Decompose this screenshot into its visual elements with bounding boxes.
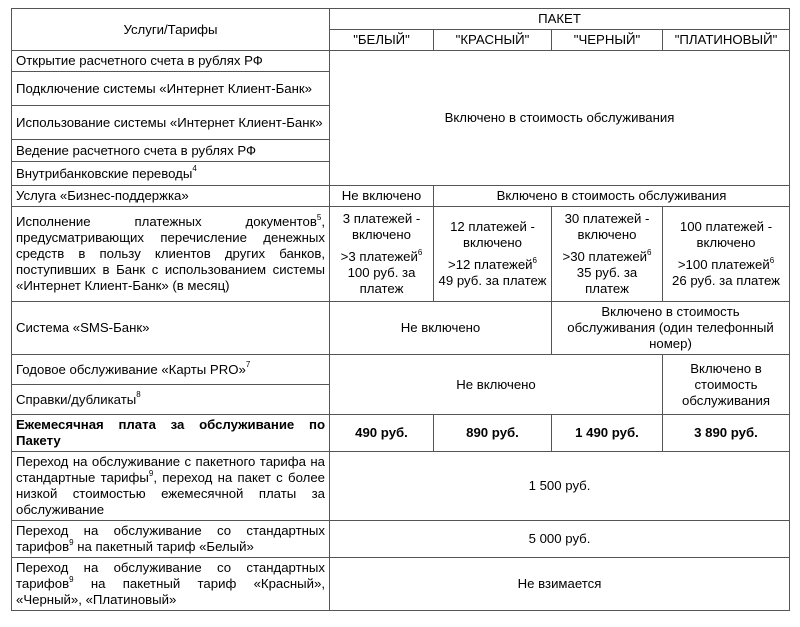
switch-to-white-value: 5 000 руб. xyxy=(330,521,790,558)
footnote-ref: 6 xyxy=(647,247,652,257)
footnote-ref: 8 xyxy=(136,390,141,400)
footnote-ref: 9 xyxy=(148,468,154,478)
footnote-ref: 7 xyxy=(245,360,251,370)
biz-support-white: Не включено xyxy=(330,186,434,207)
switch-to-other: Переход на обслуживание со стандартных тарифов$^9$ на пакетный тариф «Красный», «Черный», «Платиновый» xyxy=(12,558,330,611)
service-payments: Исполнение платежных документов$^5$, предусматривающих перечисление денежных средств в пользу клиентов других банков, поступивших в Банк с использованием системы «Интернет Клиент-Банк» (в месяц) xyxy=(12,207,330,302)
sms-included: Включено в стоимость обслуживания (один телефонный номер) xyxy=(552,302,790,355)
monthly-fee-label: Ежемесячная плата за обслуживание по Пакету xyxy=(12,415,330,452)
service-sms: Система «SMS-Банк» xyxy=(12,302,330,355)
switch-to-white: Переход на обслуживание со стандартных тарифов$^9$ на пакетный тариф «Белый» xyxy=(12,521,330,558)
payments-red: 12 платежей - включено >12 платежей$^6$ 49 руб. за платеж xyxy=(434,207,552,302)
footnote-ref: 6 xyxy=(769,255,775,265)
payments-black: 30 платежей - включено >30 платежей$^6$ 35 руб. за платеж xyxy=(552,207,663,302)
switch-to-other-value: Не взимается xyxy=(330,558,790,611)
biz-support-included: Включено в стоимость обслуживания xyxy=(434,186,790,207)
footnote-ref: 5 xyxy=(316,212,322,222)
footnote-ref: 6 xyxy=(532,255,537,265)
service-card-pro: Годовое обслуживание «Карты PRO»$^7$ xyxy=(12,355,330,385)
package-white-header: "БЕЛЫЙ" xyxy=(330,30,434,51)
monthly-fee-platinum: 3 890 руб. xyxy=(663,415,790,452)
package-red-header: "КРАСНЫЙ" xyxy=(434,30,552,51)
service-biz-support: Услуга «Бизнес-поддержка» xyxy=(12,186,330,207)
tariff-table xyxy=(11,8,790,611)
monthly-fee-black: 1 490 руб. xyxy=(552,415,663,452)
footnote-ref: 4 xyxy=(192,164,197,174)
services-header: Услуги/Тарифы xyxy=(12,9,330,51)
monthly-fee-red: 890 руб. xyxy=(434,415,552,452)
package-platinum-header: "ПЛАТИНОВЫЙ" xyxy=(663,30,790,51)
included-block-cell: Включено в стоимость обслуживания xyxy=(330,51,790,186)
service-internal-transfers: Внутрибанковские переводы$^4$ xyxy=(12,162,330,186)
service-open-account: Открытие расчетного счета в рублях РФ xyxy=(12,51,330,72)
package-header: ПАКЕТ xyxy=(330,9,790,30)
sms-not-included: Не включено xyxy=(330,302,552,355)
card-included: Включено в стоимость обслуживания xyxy=(663,355,790,415)
footnote-ref: 9 xyxy=(69,574,74,584)
card-not-included: Не включено xyxy=(330,355,663,415)
switch-to-standard: Переход на обслуживание с пакетного тарифа на стандартные тарифы$^9$, переход на пакет с более низкой стоимостью ежемесячной платы за обслуживание xyxy=(12,452,330,521)
payments-platinum: 100 платежей - включено >100 платежей$^6$ 26 руб. за платеж xyxy=(663,207,790,302)
monthly-fee-white: 490 руб. xyxy=(330,415,434,452)
footnote-ref: 9 xyxy=(69,537,74,547)
service-connect-ib: Подключение системы «Интернет Клиент-Банк» xyxy=(12,72,330,106)
footnote-ref: 6 xyxy=(417,247,423,257)
switch-to-standard-value: 1 500 руб. xyxy=(330,452,790,521)
package-black-header: "ЧЕРНЫЙ" xyxy=(552,30,663,51)
payments-white: 3 платежей - включено >3 платежей$^6$ 100 руб. за платеж xyxy=(330,207,434,302)
service-certificates: Справки/дубликаты$^8$ xyxy=(12,385,330,415)
service-use-ib: Использование системы «Интернет Клиент-Банк» xyxy=(12,106,330,140)
service-maintain-account: Ведение расчетного счета в рублях РФ xyxy=(12,140,330,162)
